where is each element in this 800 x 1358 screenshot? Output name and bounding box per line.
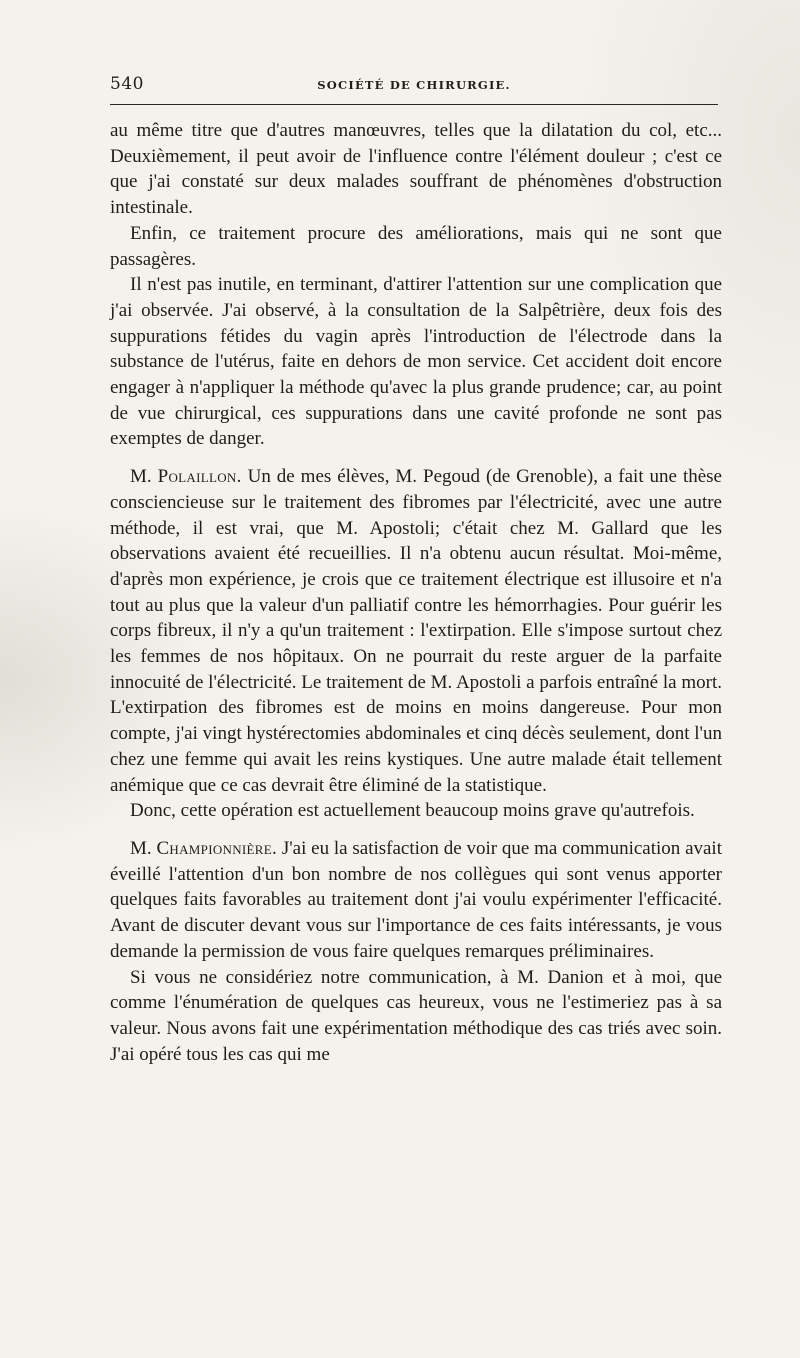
paragraph: [110, 272, 722, 452]
paragraph-text: Un de mes élèves, M. Pegoud (de Grenoble), a fait une thèse consciencieuse sur le traitement des fibromes par l'électricité, avec une autre méthode, il est vrai, que M. Apostoli; c'était chez M. Gallard que les observations avaient été recueillies. Il n'a obtenu aucun résultat. Moi-même, d'après mon expérience, je crois que ce traitement électrique est illusoire et n'a tout au plus que la valeur d'un palliatif contre les hémorrhagies. Pour guérir les corps fibreux, il n'y a qu'un traitement : l'extirpation. Elle s'impose surtout chez les femmes de nos hôpitaux. On ne pourrait du reste arguer de la parfaite innocuité de l'électricité. Le traitement de M. Apostoli a parfois entraîné la mort. L'extirpation des fibromes est de moins en moins dangereuse. Pour mon compte, j'ai vingt hystérectomies abdominales et cinq décès seulement, dont l'un chez une femme qui avait les reins kystiques. Une autre malade était tellement anémique que ce cas devrait être éliminé de la statistique.: [110, 466, 722, 796]
page-number: 540: [110, 74, 144, 94]
speaker-prefix: M.: [130, 837, 157, 859]
paragraph: [110, 965, 722, 1068]
paragraph-text: J'ai eu la satisfaction de voir que ma communication avait éveillé l'attention d'un bon nombre de nos collègues qui sont venus apporter quelques faits favorables au traitement dont j'ai voulu expérimenter l'efficacité. Avant de discuter devant vous sur l'importance de ces faits intéressants, je vous demande la permission de vous faire quelques remarques préliminaires.: [110, 837, 722, 962]
paragraph-continuation: [110, 118, 722, 221]
paragraph: [110, 798, 722, 824]
speaker-name: Championnière.: [156, 837, 278, 859]
header-rule: [110, 104, 718, 105]
paragraph-text: Donc, cette opération est actuellement beaucoup moins grave qu'autrefois.: [130, 800, 695, 822]
running-head: SOCIÉTÉ DE CHIRURGIE.: [317, 78, 511, 92]
body-text: [110, 118, 722, 1067]
page-header: [110, 70, 718, 104]
speaker-paragraph-polaillon: [110, 464, 722, 798]
paragraph: [110, 221, 722, 272]
speaker-prefix: M.: [130, 466, 158, 488]
paragraph-text: Il n'est pas inutile, en terminant, d'attirer l'attention sur une complication que j'ai observée. J'ai observé, à la consultation de la Salpêtrière, deux fois des suppurations fétides du vagin après l'introduction de l'électrode dans la substance de l'utérus, faite en dehors de mon service. Cet accident doit encore engager à n'appliquer la méthode qu'avec la plus grande prudence; car, au point de vue chirurgical, ces suppurations dans une cavité profonde ne sont pas exemptes de danger.: [110, 274, 722, 450]
speaker-name: Polaillon.: [157, 466, 242, 488]
paragraph-text: Si vous ne considériez notre communication, à M. Danion et à moi, que comme l'énumération de quelques cas heureux, vous ne l'estimeriez pas à sa valeur. Nous avons fait une expérimentation méthodique des cas triés avec soin. J'ai opéré tous les cas qui me: [110, 966, 722, 1065]
paragraph-text: Enfin, ce traitement procure des améliorations, mais qui ne sont que passagères.: [110, 222, 722, 270]
paragraph-text: au même titre que d'autres manœuvres, telles que la dilatation du col, etc... Deuxièmement, il peut avoir de l'influence contre l'élément douleur ; c'est ce que j'ai constaté sur deux malades souffrant de phénomènes d'obstruction intestinale.: [110, 120, 722, 219]
speaker-paragraph-championniere: [110, 836, 722, 965]
